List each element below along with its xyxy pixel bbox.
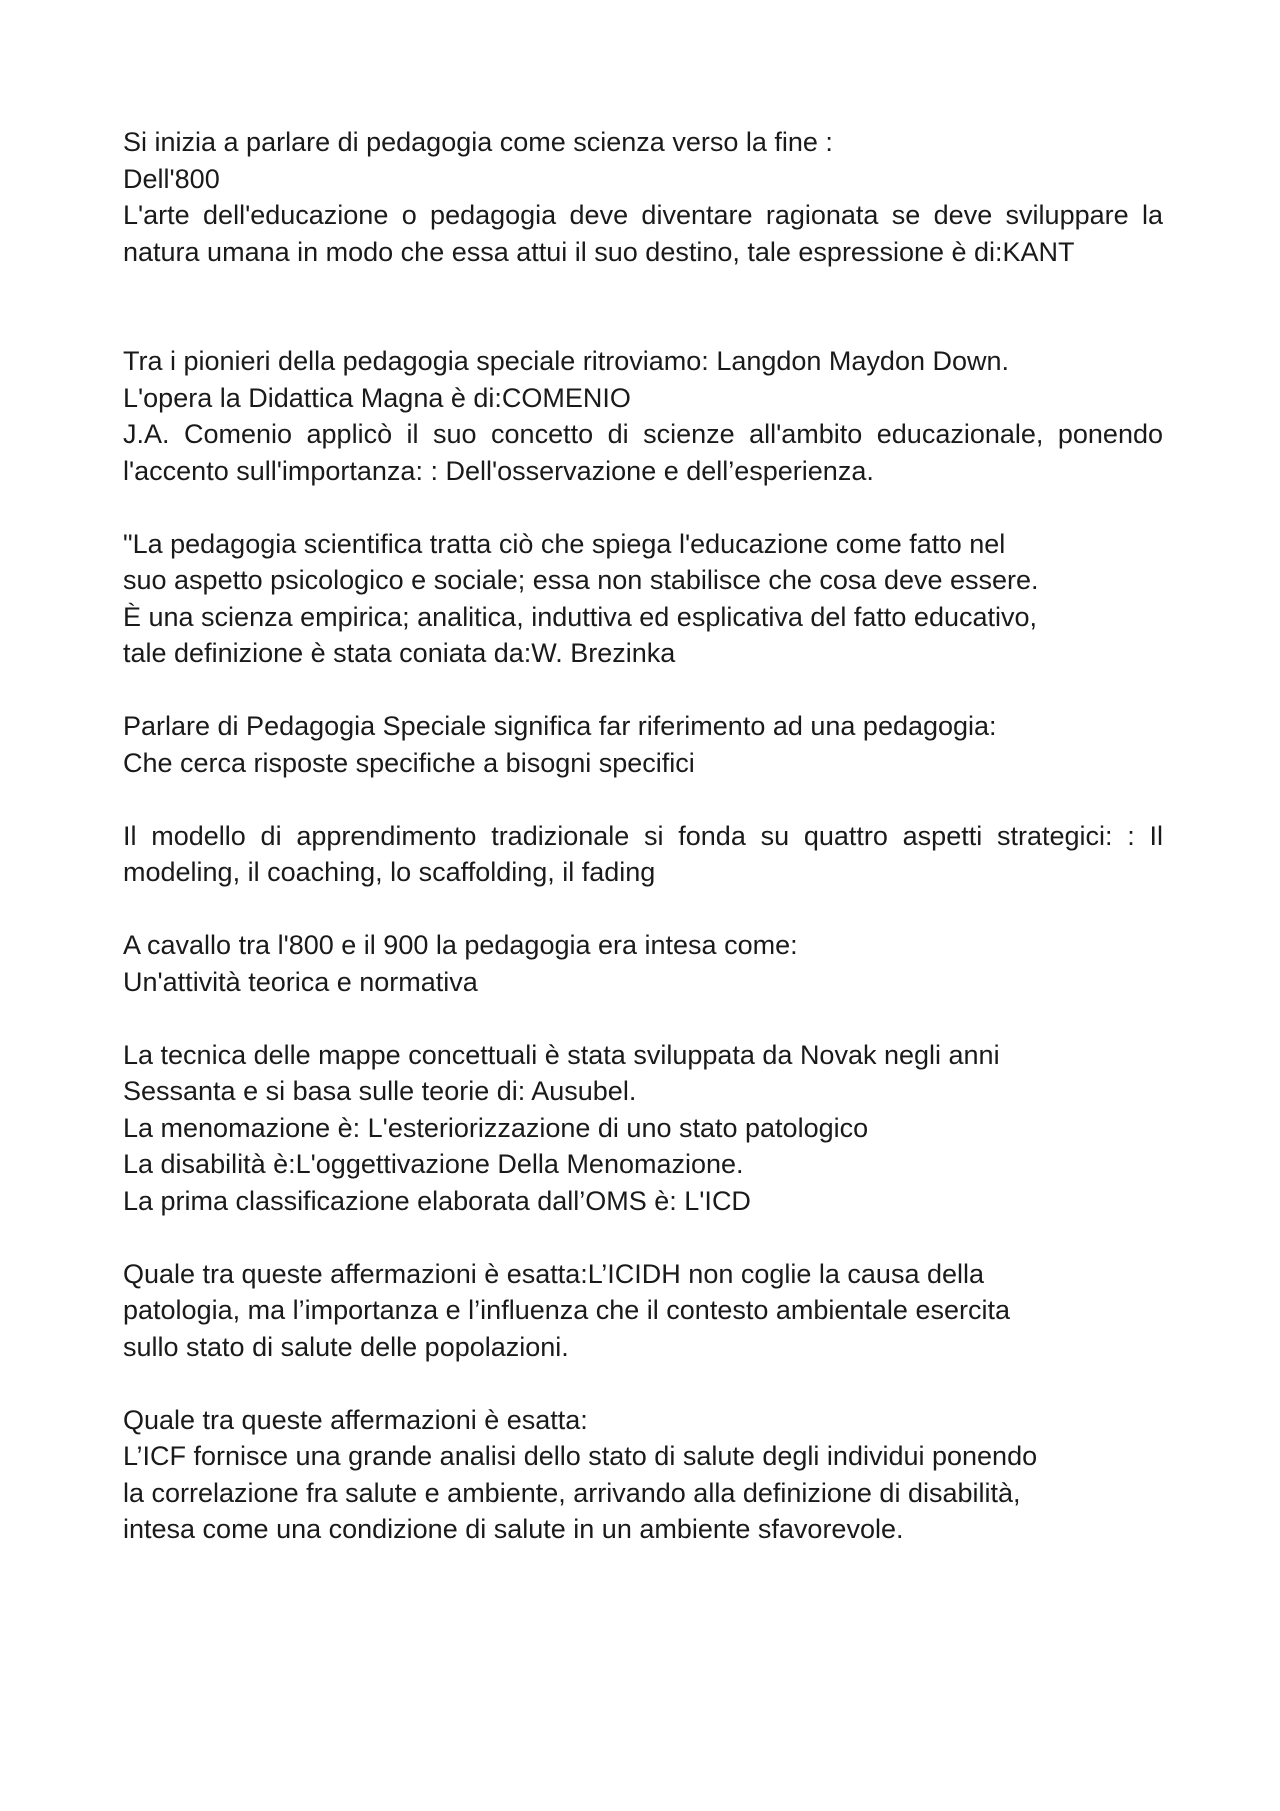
spacer <box>123 781 1163 818</box>
paragraph: Il modello di apprendimento tradizionale si fonda su quattro aspetti strategici: : Il modeling, il coaching, lo scaffolding, il fading <box>123 820 1163 887</box>
spacer <box>123 1365 1163 1402</box>
text-line: Che cerca risposte specifiche a bisogni specifici <box>123 747 695 778</box>
document-page <box>123 124 1163 1548</box>
paragraph <box>123 927 1163 1000</box>
spacer <box>123 672 1163 709</box>
text-line: È una scienza empirica; analitica, induttiva ed esplicativa del fatto educativo, <box>123 601 1038 632</box>
spacer <box>123 1219 1163 1256</box>
text-line: intesa come una condizione di salute in un ambiente sfavorevole. <box>123 1514 904 1544</box>
paragraph: L'arte dell'educazione o pedagogia deve diventare ragionata se deve sviluppare la natura umana in modo che essa attui il suo destino, tale espressione è di:KANT <box>123 200 1163 267</box>
text-line: suo aspetto psicologico e sociale; essa non stabilisce che cosa deve essere. <box>123 565 1039 595</box>
spacer <box>123 891 1163 928</box>
spacer <box>123 489 1163 526</box>
text-line: La disabilità è:L'oggettivazione Della Menomazione. <box>123 1149 744 1179</box>
text-line: Quale tra queste affermazioni è esatta: <box>123 1404 588 1435</box>
spacer <box>123 1000 1163 1037</box>
text-line: Quale tra queste affermazioni è esatta:L’ICIDH non coglie la causa della <box>123 1258 985 1289</box>
text-line: patologia, ma l’importanza e l’influenza che il contesto ambientale esercita <box>123 1295 1010 1325</box>
text-line: "La pedagogia scientifica tratta ciò che spiega l'educazione come fatto nel <box>123 528 1006 559</box>
text-line: L'opera la Didattica Magna è di:COMENIO <box>123 382 631 413</box>
text-line: tale definizione è stata coniata da:W. Brezinka <box>123 638 676 668</box>
text-line: A cavallo tra l'800 e il 900 la pedagogia era intesa come: <box>123 930 798 960</box>
text-line: La menomazione è: L'esteriorizzazione di uno stato patologico <box>123 1112 869 1143</box>
paragraph <box>123 1256 1163 1366</box>
text-line: La tecnica delle mappe concettuali è stata sviluppata da Novak negli anni <box>123 1039 1000 1070</box>
paragraph <box>123 708 1163 781</box>
paragraph: J.A. Comenio applicò il suo concetto di scienze all'ambito educazionale, ponendo l'accento sull'importanza: : Dell'osservazione e dell’esperienza. <box>123 419 1163 486</box>
paragraph <box>123 1037 1163 1220</box>
text-line: Un'attività teorica e normativa <box>123 966 478 997</box>
spacer <box>123 270 1163 343</box>
paragraph <box>123 124 1163 197</box>
paragraph <box>123 343 1163 416</box>
text-line: Parlare di Pedagogia Speciale significa far riferimento ad una pedagogia: <box>123 711 997 741</box>
paragraph <box>123 526 1163 672</box>
text-line: Tra i pionieri della pedagogia speciale ritroviamo: Langdon Maydon Down. <box>123 346 1010 376</box>
text-line: Dell'800 <box>123 163 220 194</box>
text-line: La prima classificazione elaborata dall’OMS è: L'ICD <box>123 1185 751 1216</box>
text-line: L’ICF fornisce una grande analisi dello stato di salute degli individui ponendo <box>123 1441 1038 1471</box>
text-line: Si inizia a parlare di pedagogia come scienza verso la fine : <box>123 127 833 157</box>
text-line: la correlazione fra salute e ambiente, arrivando alla definizione di disabilità, <box>123 1477 1021 1508</box>
paragraph <box>123 1402 1163 1548</box>
text-line: Sessanta e si basa sulle teorie di: Ausubel. <box>123 1076 637 1106</box>
text-line: sullo stato di salute delle popolazioni. <box>123 1331 569 1362</box>
